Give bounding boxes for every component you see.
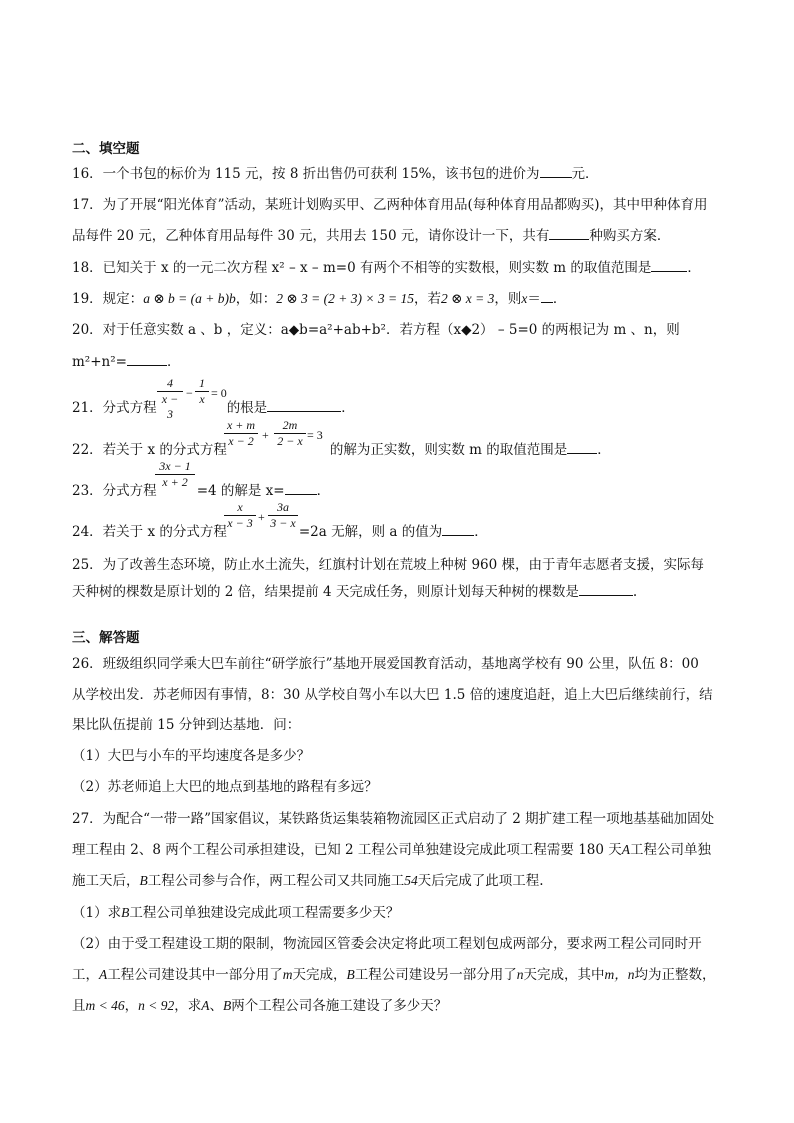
question-27-part2-line1: （2）由于受工程建设工期的限制，物流园区管委会决定将此项工程划包成两部分，要求两工程公司同时开 xyxy=(72,936,702,952)
q22-a: 22．若关于 x 的分式方程 xyxy=(72,442,227,458)
q27-p2-l2d: 工程公司建设另一部分用了 xyxy=(354,967,517,983)
answer-blank[interactable] xyxy=(127,352,167,366)
q24-plus: + xyxy=(258,510,265,524)
answer-blank[interactable] xyxy=(540,164,572,178)
answer-blank[interactable] xyxy=(285,481,317,495)
q24-fraction-2: 3a 3 − x xyxy=(268,500,298,531)
q27-p1b: 工程公司单独建设完成此项工程需要多少天？ xyxy=(129,905,400,921)
answer-blank[interactable] xyxy=(549,226,589,240)
q19-a: 19．规定： xyxy=(72,291,144,307)
q22-equals: = 3 xyxy=(307,428,323,442)
section-title-solve: 三、解答题 xyxy=(72,630,140,646)
q23-a: 23．分式方程 xyxy=(72,483,157,499)
q19-e: ＝ xyxy=(527,291,541,307)
q21-fraction-2: 1 x xyxy=(195,376,209,407)
answer-blank[interactable] xyxy=(267,398,341,412)
q19-end: ． xyxy=(552,291,567,307)
question-25-line2 xyxy=(72,582,637,602)
q19-c: ，若 xyxy=(413,291,441,307)
q27-p2-l3c: 、 xyxy=(209,998,223,1014)
question-19 xyxy=(72,289,566,309)
q27-line3a: 施工天后， xyxy=(72,873,140,889)
q19-d: ，则 xyxy=(494,291,522,307)
answer-blank[interactable] xyxy=(541,289,553,303)
q27-cond2: n < 92 xyxy=(138,998,175,1013)
q18-text: 18．已知关于 x 的一元二次方程 x² – x – m=0 有两个不相等的实数根，则实数 m 的取值范围是 xyxy=(72,260,652,276)
q25-text: 天种树的棵数是原计划的 2 倍，结果提前 4 天完成任务，则原计划每天种树的棵数是 xyxy=(72,584,579,600)
q27-p2-l3d: 两个工程公司各施工建设了多少天？ xyxy=(231,998,448,1014)
answer-blank[interactable] xyxy=(579,582,633,596)
q27-line3b: 工程公司参与合作，两工程公司又共同施工 xyxy=(147,873,405,889)
question-26-part1: （1）大巴与小车的平均速度各是多少？ xyxy=(72,748,311,764)
q17-text: 品每件 20 元，乙种体育用品每件 30 元，共用去 150 元，请你设计一下，共有 xyxy=(72,228,550,244)
q27-p1a: （1）求 xyxy=(72,905,122,921)
q27-line2-text: 理工程由 2、8 两个工程公司承担建设，已知 2 工程公司单独建设完成此项工程需要 180 天 xyxy=(72,842,622,858)
q27-B-2: B xyxy=(121,905,130,920)
q27-A-3: A xyxy=(201,998,210,1013)
answer-blank[interactable] xyxy=(567,440,597,454)
question-27-part2-line2 xyxy=(72,965,716,985)
question-27-line2 xyxy=(72,840,711,860)
q24-b: =2a 无解，则 a 的值为 xyxy=(298,524,443,540)
q22-fraction-2: 2m 2 − x xyxy=(274,418,306,449)
question-26-part2: （2）苏老师追上大巴的地点到基地的路程有多远？ xyxy=(72,779,378,795)
question-26-line2: 从学校出发．苏老师因有事情，8：30 从学校自驾小车以大巴 1.5 倍的速度追赶，追上大巴后继续前行，结 xyxy=(72,687,713,703)
q22-fraction-1: x + m x − 2 xyxy=(224,418,258,449)
q19-condition: 2 ⊗ x = 3 xyxy=(440,291,495,306)
question-16 xyxy=(72,164,599,184)
question-26-line1: 26．班级组织同学乘大巴车前往“研学旅行”基地开展爱国教育活动，基地离学校有 90 公里，队伍 8：00 xyxy=(72,656,699,672)
q27-p2-l2c: 天完成， xyxy=(292,967,347,983)
q16-end: 元． xyxy=(571,166,599,182)
q16-text: 16．一个书包的标价为 115 元，按 8 折出售仍可获利 15%，该书包的进价为 xyxy=(72,166,540,182)
q19-definition: a ⊗ b = (a + b)b xyxy=(143,291,236,306)
q27-mn: m，n xyxy=(604,967,635,982)
q21-a: 21．分式方程 xyxy=(72,400,157,416)
q27-p2-l2b: 工程公司建设其中一部分用了 xyxy=(107,967,283,983)
q27-B-3: B xyxy=(346,967,355,982)
q24-fraction-1: x x − 3 xyxy=(224,500,256,531)
q27-B-4: B xyxy=(222,998,232,1013)
q27-54: 54 xyxy=(404,873,418,888)
q25-end: . xyxy=(632,584,638,600)
question-21 xyxy=(72,398,355,418)
q27-A-2: A xyxy=(99,967,108,982)
q21-fraction-1: 4 x − 3 xyxy=(157,376,183,422)
q27-m: m xyxy=(282,967,293,982)
question-23 xyxy=(72,481,330,501)
q21-end: ． xyxy=(341,400,355,416)
question-27-line1: 27．为配合“一带一路”国家倡议，某铁路货运集装箱物流园区正式启动了 2 期扩建工程一项地基基础加固处 xyxy=(72,811,715,827)
q21-minus: − xyxy=(186,386,193,400)
question-17-line2 xyxy=(72,226,670,246)
q27-p2-l2f: 均为正整数， xyxy=(634,967,716,983)
q17-end: 种购买方案． xyxy=(589,228,671,244)
question-20-line1: 20．对于任意实数 a 、b ，定义：a◆b=a²+ab+b²．若方程（x◆2） – 5=0 的两根记为 m 、n，则 xyxy=(72,322,680,338)
q21-b: 的根是 xyxy=(226,400,268,416)
q19-x: x xyxy=(521,291,528,306)
q27-A: A xyxy=(621,842,631,857)
q23-fraction: 3x − 1 x + 2 xyxy=(155,459,195,490)
q23-end: ． xyxy=(316,483,331,499)
q27-cond1: m < 46 xyxy=(85,998,125,1013)
answer-blank[interactable] xyxy=(651,258,687,272)
answer-blank[interactable] xyxy=(442,522,474,536)
q27-p2-l3a: 且 xyxy=(72,998,86,1014)
q21-equals: = 0 xyxy=(211,386,227,400)
question-22 xyxy=(72,440,611,460)
question-17-line1: 17．为了开展“阳光体育”活动，某班计划购买甲、乙两种体育用品(每种体育用品都购买)，其中甲种体育用 xyxy=(72,197,708,213)
q18-end: ． xyxy=(687,260,701,276)
q24-end: ． xyxy=(474,524,488,540)
q27-p2-l3b: ，求 xyxy=(174,998,202,1014)
q19-b: ，如： xyxy=(235,291,277,307)
question-26-line3: 果比队伍提前 15 分钟到达基地．问： xyxy=(72,717,301,733)
q20-end: ． xyxy=(166,354,181,370)
q27-n: n xyxy=(516,967,524,982)
q27-line2b: 工程公司单独 xyxy=(630,842,712,858)
q27-p2-l2a: 工， xyxy=(72,967,99,983)
question-27-part1 xyxy=(72,903,399,923)
q23-b: =4 的解是 x= xyxy=(196,483,285,499)
q27-line3c: 天后完成了此项工程. xyxy=(417,873,544,889)
question-18 xyxy=(72,258,701,278)
q20-text: m²+n²= xyxy=(72,354,127,370)
question-27-part2-line3 xyxy=(72,996,447,1016)
q22-b: 的解为正实数，则实数 m 的取值范围是 xyxy=(329,442,568,458)
q19-example: 2 ⊗ 3 = (2 + 3) × 3 = 15 xyxy=(276,291,414,306)
question-25-line1: 25．为了改善生态环境，防止水土流失，红旗村计划在荒坡上种树 960 棵，由于青年志愿者支援，实际每 xyxy=(72,557,705,573)
question-27-line3 xyxy=(72,871,544,891)
q22-end: ． xyxy=(597,442,611,458)
q22-plus: + xyxy=(262,428,269,442)
question-20-line2 xyxy=(72,352,180,372)
q27-sep: ， xyxy=(124,998,139,1014)
q27-p2-l2e: 天完成，其中 xyxy=(523,967,605,983)
q24-a: 24．若关于 x 的分式方程 xyxy=(72,524,227,540)
q27-B: B xyxy=(139,873,148,888)
section-title-fill-in: 二、填空题 xyxy=(72,141,140,157)
